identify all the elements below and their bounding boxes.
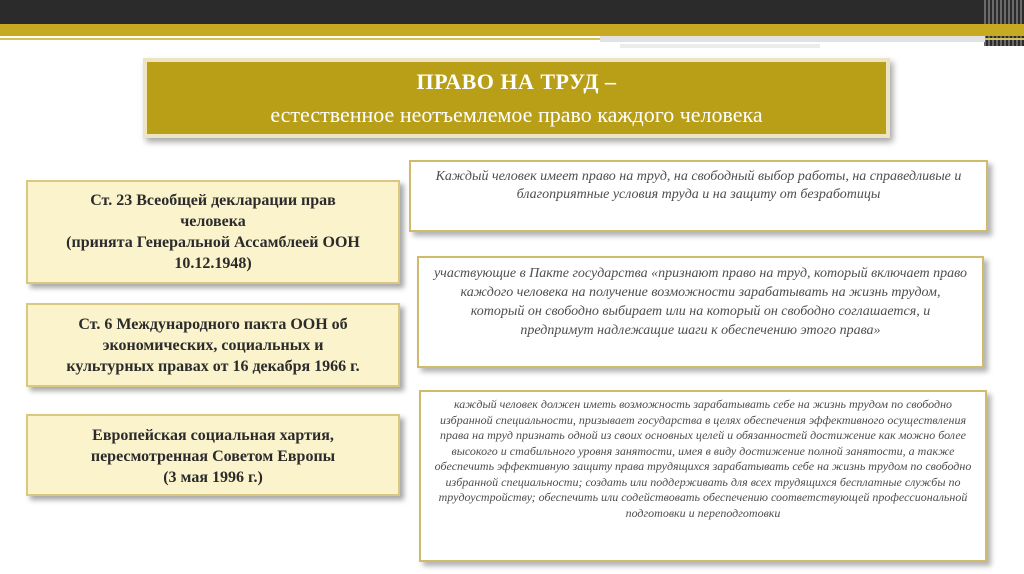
source-esc — [26, 414, 400, 496]
source-line: (принята Генеральной Ассамблеей ООН — [66, 234, 360, 251]
quote-udhr: Каждый человек имеет право на труд, на свободный выбор работы, на справедливые и благоприятные условия труда и на защиту от безработицы — [409, 160, 988, 232]
quote-icescr: участвующие в Пакте государства «признают право на труд, который включает право каждого человека на получение возможности зарабатывать на жизнь трудом, который он свободно выбирает или на который он свободно соглашается, и предпримут надлежащие шаги к обеспечению этого права» — [417, 256, 984, 368]
source-line: человека — [180, 213, 246, 230]
source-udhr — [26, 180, 400, 284]
top-bar — [0, 0, 1024, 24]
quote-esc: каждый человек должен иметь возможность зарабатывать себе на жизнь трудом по свободно избранной специальности, призывает государства в целях обеспечения эффективного осуществления права на труд признать одной из своих основных целей и обязанностей достижение как можно более высокого и стабильного уровня занятости, имея в виду достижение полной занятости, а также обеспечить эффективную защиту права трудящихся зарабатывать себе на жизнь трудом по свободно избранной специальности; создать или поддерживать для всех трудящихся бесплатные службы по трудоустройству; обеспечить или содействовать обеспечению соответствующей профессиональной подготовки и переподготовки — [419, 390, 987, 562]
source-line: Ст. 6 Международного пакта ООН об — [78, 316, 348, 333]
page-title: ПРАВО НА ТРУД – — [416, 69, 617, 94]
source-line: культурных правах от 16 декабря 1966 г. — [66, 358, 360, 375]
accent-line — [600, 36, 985, 42]
source-line: Европейская социальная хартия, — [92, 427, 334, 444]
accent-line-short — [620, 44, 820, 48]
source-line: пересмотренная Советом Европы — [90, 448, 336, 465]
source-line: (3 мая 1996 г.) — [163, 469, 263, 486]
source-line: экономических, социальных и — [102, 337, 324, 354]
title-box — [143, 58, 890, 138]
gold-bar — [0, 24, 1024, 36]
source-icescr — [26, 303, 400, 387]
source-line: 10.12.1948) — [174, 255, 252, 272]
page-subtitle: естественное неотъемлемое право каждого человека — [270, 102, 763, 127]
source-line: Ст. 23 Всеобщей декларации прав — [90, 192, 336, 209]
